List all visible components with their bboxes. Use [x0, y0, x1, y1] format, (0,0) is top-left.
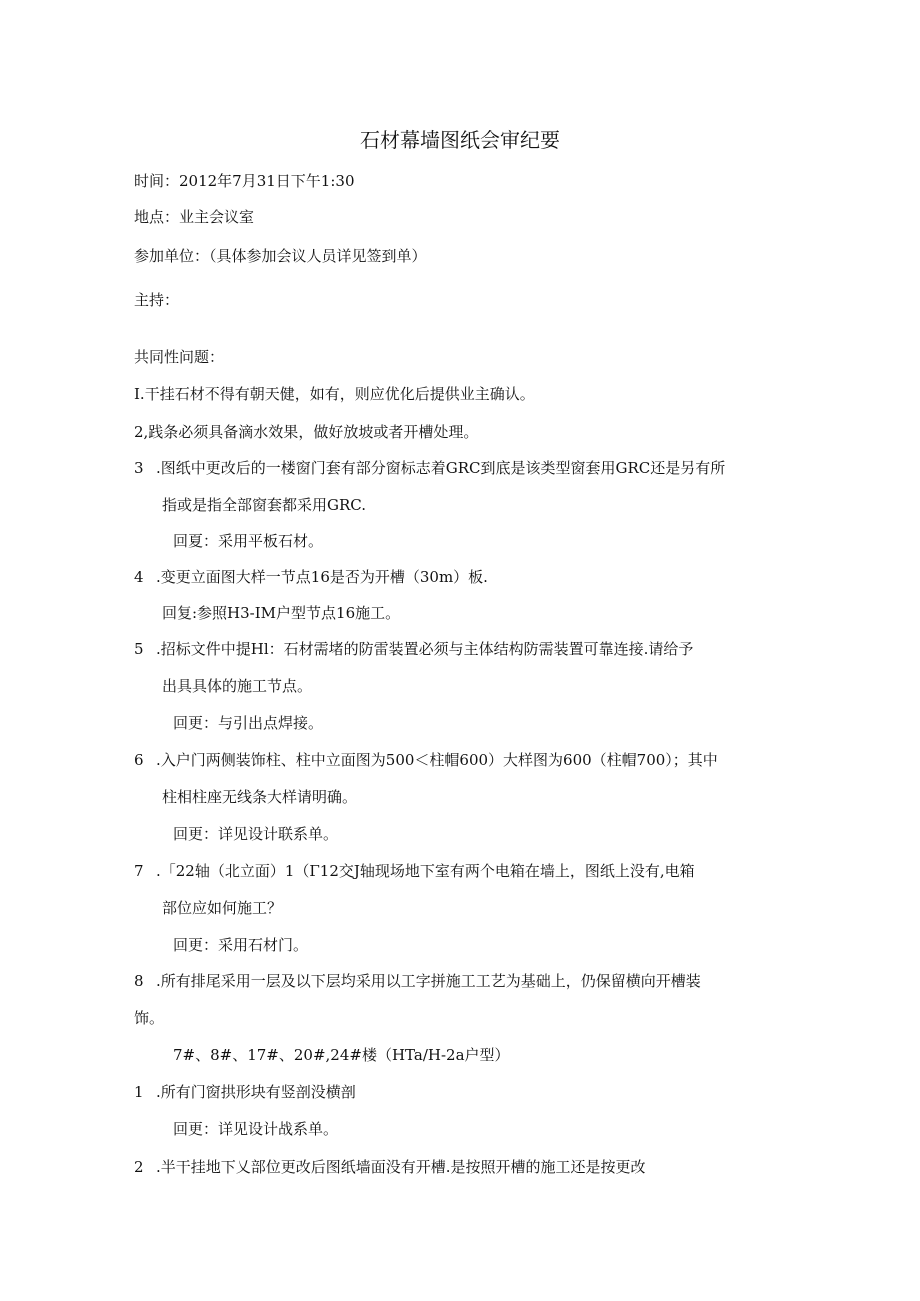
group-item-1-reply: 回更：详见设计战系单。 — [173, 1120, 339, 1138]
issue-item-4-reply: 回复:参照H3-IM户型节点16施工。 — [162, 604, 401, 622]
issue-item-6-number: 6 — [134, 751, 144, 769]
building-group-heading: 7#、8#、17#、20#,24#楼（HTa/H-2a户型） — [173, 1046, 510, 1064]
issue-item-7-number: 7 — [134, 862, 144, 880]
issue-item-8-text-line2: 饰。 — [134, 1009, 165, 1027]
issue-item-2: 2,践条必须具备滴水效果，做好放坡或者开槽处理。 — [134, 423, 479, 441]
meeting-time: 时间：2012年7月31日下午1:30 — [134, 172, 355, 190]
issue-item-3-number: 3 — [134, 459, 144, 477]
meeting-participants: 参加单位：（具体参加会议人员详见签到单） — [134, 247, 427, 265]
meeting-host: 主持： — [134, 291, 180, 309]
issue-item-4-number: 4 — [134, 568, 144, 586]
issue-item-7-text-line2: 部位应如何施工？ — [162, 899, 283, 917]
issue-item-6-text-line2: 柱相柱座无线条大样请明确。 — [162, 788, 358, 806]
issue-item-5-reply: 回更：与引出点焊接。 — [173, 714, 324, 732]
issue-item-5-text-line2: 出具具体的施工节点。 — [162, 677, 313, 695]
issue-item-4-text: .变更立面图大样一节点16是否为开槽（30m）板. — [156, 568, 488, 586]
common-issues-heading: 共同性问题： — [134, 348, 225, 366]
issue-item-5-text-line1: .招标文件中提Hl：石材需堵的防雷装置必须与主体结构防需装置可靠连接.请给予 — [156, 640, 694, 658]
issue-item-7-text-line1: .「22轴（北立面）1（Γ12交J轴现场地下室有两个电箱在墙上，图纸上没有,电箱 — [156, 862, 695, 880]
issue-item-3-text-line1: .图纸中更改后的一楼窗门套有部分窗标志着GRC到底是该类型窗套用GRC还是另有所 — [156, 459, 726, 477]
issue-item-3-reply: 回夏：采用平板石材。 — [173, 532, 324, 550]
group-item-2-text: .半干挂地下乂部位更改后图纸墙面没有开槽.是按照开槽的施工还是按更改 — [156, 1158, 646, 1176]
group-item-1-number: 1 — [134, 1083, 144, 1101]
issue-item-5-number: 5 — [134, 640, 144, 658]
document-title: 石材幕墙图纸会审纪要 — [360, 128, 560, 152]
issue-item-3-text-line2: 指或是指全部窗套都采用GRC. — [162, 496, 366, 514]
issue-item-7-reply: 回更：采用石材门。 — [173, 936, 309, 954]
meeting-place: 地点：业主会议室 — [134, 208, 255, 226]
issue-item-8-number: 8 — [134, 972, 144, 990]
issue-item-6-reply: 回更：详见设计联系单。 — [173, 825, 339, 843]
issue-item-1: I.干挂石材不得有朝天健，如有，则应优化后提供业主确认。 — [134, 385, 535, 403]
issue-item-8-text-line1: .所有排尾采用一层及以下层均采用以工字拼施工工艺为基础上，仍保留横向开槽装 — [156, 972, 701, 990]
group-item-2-number: 2 — [134, 1158, 144, 1176]
group-item-1-text: .所有门窗拱形块有竖剖没横剖 — [156, 1083, 356, 1101]
issue-item-6-text-line1: .入户门两侧装饰柱、柱中立面图为500＜柱帽600）大样图为600（柱帽700）；其中 — [156, 751, 718, 769]
